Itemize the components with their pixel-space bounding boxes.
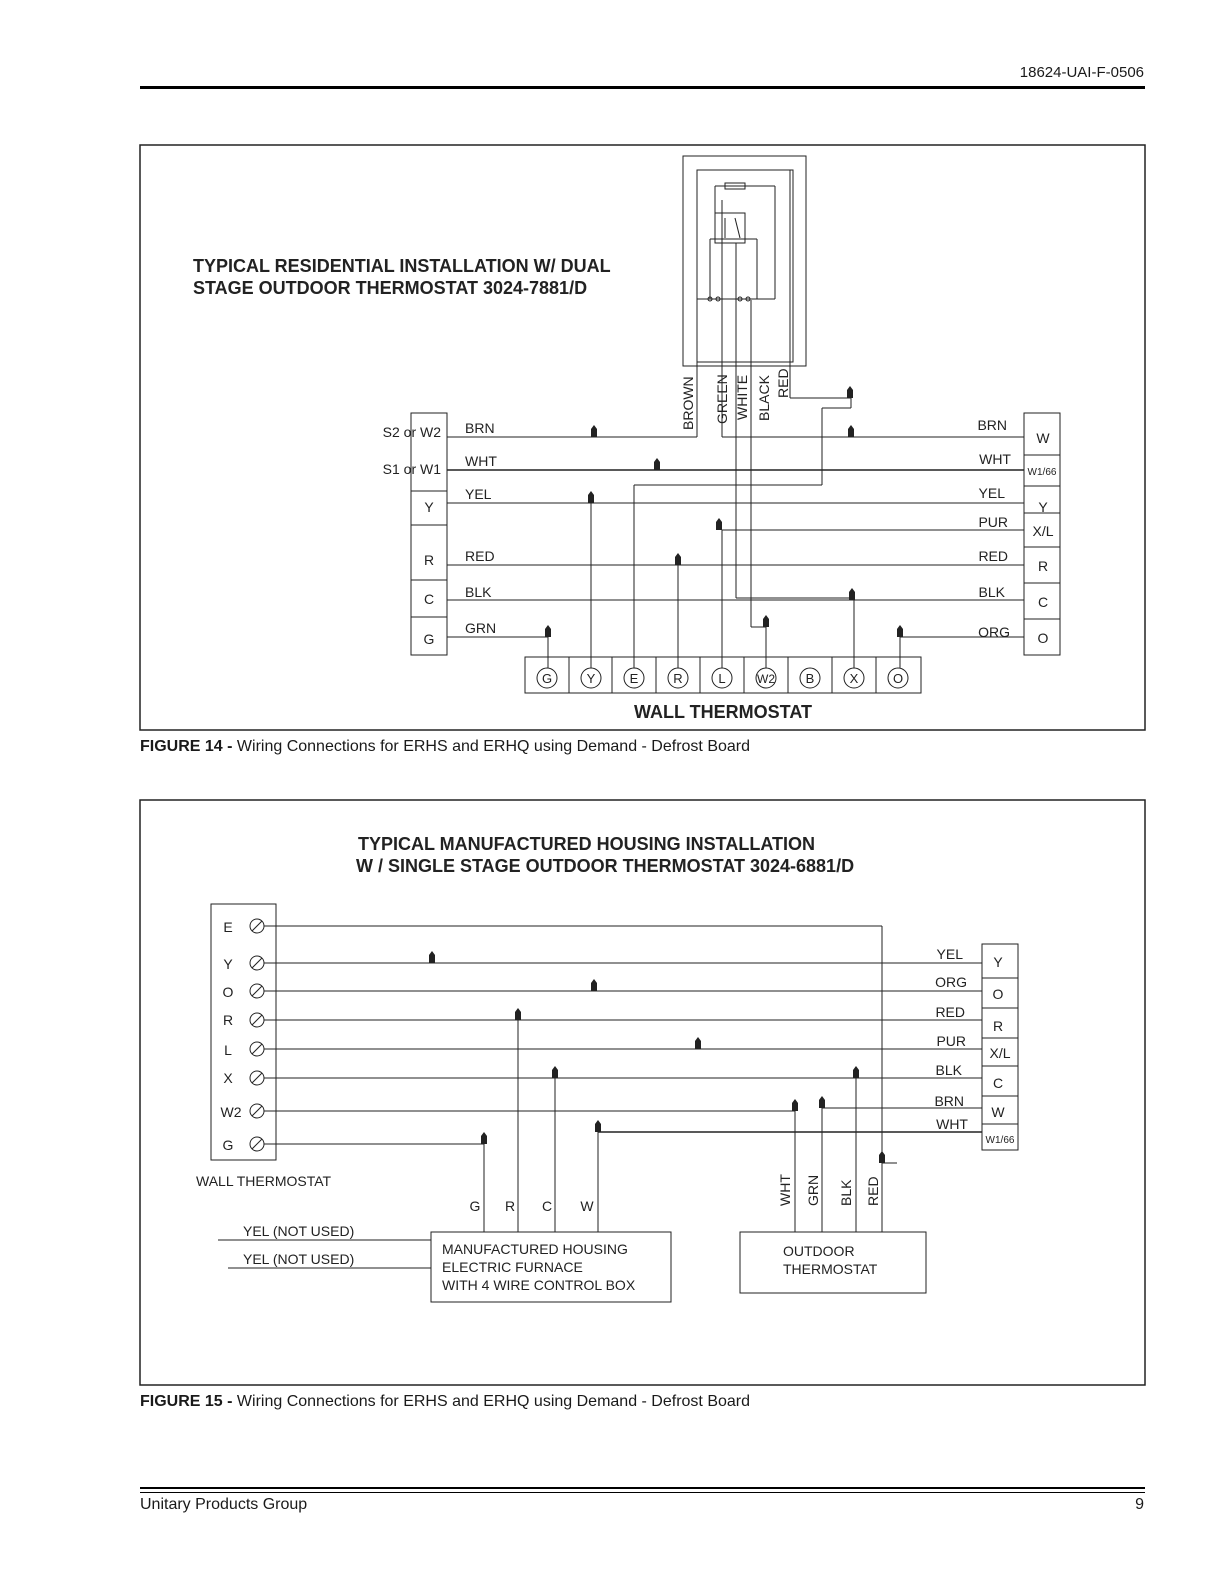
fig14-vertical-wire: GREEN xyxy=(714,374,730,424)
fig14-left-wire: BRN xyxy=(465,420,495,436)
fig15-wall-terminal: E xyxy=(223,919,233,935)
fig14-right-wire: YEL xyxy=(978,485,1005,501)
fig14-right-wire: ORG xyxy=(978,624,1010,640)
fig15-furnace-text: WITH 4 WIRE CONTROL BOX xyxy=(442,1277,636,1293)
fig15-furnace-terminal: G xyxy=(469,1198,481,1214)
fig14-left-terminal: S2 or W2 xyxy=(382,424,441,440)
figure-15-caption-text: Wiring Connections for ERHS and ERHQ using Demand - Defrost Board xyxy=(232,1393,751,1410)
fig14-wall-thermostat-label: WALL THERMOSTAT xyxy=(634,702,812,722)
fig14-vertical-wire: WHITE xyxy=(734,374,750,420)
fig14-left-wire: BLK xyxy=(465,584,492,600)
fig15-right-terminal: R xyxy=(992,1018,1004,1034)
fig14-right-wire: PUR xyxy=(978,514,1008,530)
fig14-title-line2: STAGE OUTDOOR THERMOSTAT 3024-7881/D xyxy=(193,278,588,298)
fig15-furnace-terminal: W xyxy=(580,1198,594,1214)
fig15-not-used-label: YEL (NOT USED) xyxy=(243,1251,355,1267)
fig15-right-terminal: Y xyxy=(993,954,1003,970)
fig14-right-terminal: C xyxy=(1037,594,1049,610)
fig15-wall-terminal: Y xyxy=(223,956,233,972)
fig14-title-line1: TYPICAL RESIDENTIAL INSTALLATION W/ DUAL xyxy=(193,256,611,276)
fig14-right-terminal: W xyxy=(1036,430,1050,446)
fig14-left-terminal: C xyxy=(423,591,435,607)
fig15-furnace-text: MANUFACTURED HOUSING xyxy=(442,1241,628,1257)
fig14-right-wire: BLK xyxy=(978,584,1005,600)
fig15-right-terminal: X/L xyxy=(989,1045,1011,1061)
fig15-outdoor-wire: GRN xyxy=(805,1174,821,1206)
fig15-outdoor-wire: BLK xyxy=(838,1179,854,1206)
fig15-title-line1: TYPICAL MANUFACTURED HOUSING INSTALLATION xyxy=(358,834,815,854)
fig14-left-terminal: R xyxy=(423,552,435,568)
fig15-furnace-terminal: R xyxy=(504,1198,516,1214)
fig14-right-terminal: W1/66 xyxy=(1027,467,1057,478)
fig15-right-wire: WHT xyxy=(936,1116,968,1132)
fig14-wall-terminal: Y xyxy=(586,671,596,686)
figure-15-caption xyxy=(140,1393,750,1411)
fig14-wall-terminal: E xyxy=(629,671,639,686)
fig14-vertical-wire: BROWN xyxy=(680,376,696,430)
fig14-wall-terminal: W2 xyxy=(757,672,775,686)
fig15-right-wire: BLK xyxy=(935,1062,962,1078)
footer-rule xyxy=(140,1487,1145,1489)
fig15-right-wire: PUR xyxy=(936,1033,966,1049)
fig14-wall-terminal: X xyxy=(849,671,859,686)
fig15-title-line2: W / SINGLE STAGE OUTDOOR THERMOSTAT 3024-6881/D xyxy=(356,856,855,876)
fig15-outdoor-text: THERMOSTAT xyxy=(783,1261,878,1277)
fig15-outdoor-wire: WHT xyxy=(777,1174,793,1206)
fig14-wall-terminal: L xyxy=(718,671,726,686)
fig14-right-terminal: R xyxy=(1037,558,1049,574)
fig14-right-wire: WHT xyxy=(979,451,1011,467)
fig14-left-terminal: Y xyxy=(424,499,434,515)
fig14-right-terminal: Y xyxy=(1038,499,1048,515)
footer-company: Unitary Products Group xyxy=(140,1496,308,1513)
fig15-right-terminal: W1/66 xyxy=(985,1135,1015,1146)
footer-rule-thin xyxy=(140,1492,1145,1493)
fig15-right-wire: BRN xyxy=(934,1093,964,1109)
fig15-wall-terminal: G xyxy=(222,1137,234,1153)
fig14-left-wire: WHT xyxy=(465,453,497,469)
fig15-wall-terminal: O xyxy=(222,984,234,1000)
fig14-left-wire: RED xyxy=(465,548,495,564)
fig14-right-terminal: O xyxy=(1037,630,1049,646)
fig15-right-wire: RED xyxy=(935,1004,965,1020)
fig15-right-terminal: C xyxy=(992,1075,1004,1091)
figure-15-caption-label: FIGURE 15 - xyxy=(140,1393,233,1410)
fig14-right-terminal: X/L xyxy=(1032,523,1054,539)
fig15-furnace-text: ELECTRIC FURNACE xyxy=(442,1259,583,1275)
fig14-left-terminal: S1 or W1 xyxy=(382,461,441,477)
fig15-wall-terminal: R xyxy=(222,1012,234,1028)
fig15-wall-terminal: W2 xyxy=(220,1104,242,1120)
fig15-right-wire: YEL xyxy=(936,946,963,962)
fig14-wall-terminal: R xyxy=(673,671,683,686)
fig14-right-wire: BRN xyxy=(977,417,1007,433)
fig15-furnace-terminal: C xyxy=(541,1198,553,1214)
fig14-left-wire: YEL xyxy=(465,486,492,502)
fig15-not-used-label: YEL (NOT USED) xyxy=(243,1223,355,1239)
fig15-right-terminal: W xyxy=(991,1104,1005,1120)
fig15-wall-thermostat-label: WALL THERMOSTAT xyxy=(196,1173,332,1189)
document-id: 18624-UAI-F-0506 xyxy=(1019,64,1144,81)
fig15-right-terminal: O xyxy=(992,986,1004,1002)
fig14-wall-terminal: O xyxy=(892,671,904,686)
fig14-vertical-wire: RED xyxy=(775,368,791,398)
figure-14-caption-label: FIGURE 14 - xyxy=(140,738,233,755)
fig14-wall-terminal: B xyxy=(805,671,815,686)
fig15-right-wire: ORG xyxy=(935,974,967,990)
fig14-left-terminal: G xyxy=(423,631,435,647)
figure-14-caption-text: Wiring Connections for ERHS and ERHQ using Demand - Defrost Board xyxy=(232,738,751,755)
fig14-wall-terminal: G xyxy=(541,671,553,686)
fig15-outdoor-text: OUTDOOR xyxy=(783,1243,855,1259)
fig14-right-wire: RED xyxy=(978,548,1008,564)
fig15-wall-terminal: L xyxy=(224,1042,232,1058)
page-number: 9 xyxy=(1135,1496,1144,1513)
fig14-vertical-wire: BLACK xyxy=(756,375,772,421)
fig14-left-wire: GRN xyxy=(465,620,497,636)
fig15-outdoor-wire: RED xyxy=(865,1176,881,1206)
fig15-wall-terminal: X xyxy=(223,1070,233,1086)
